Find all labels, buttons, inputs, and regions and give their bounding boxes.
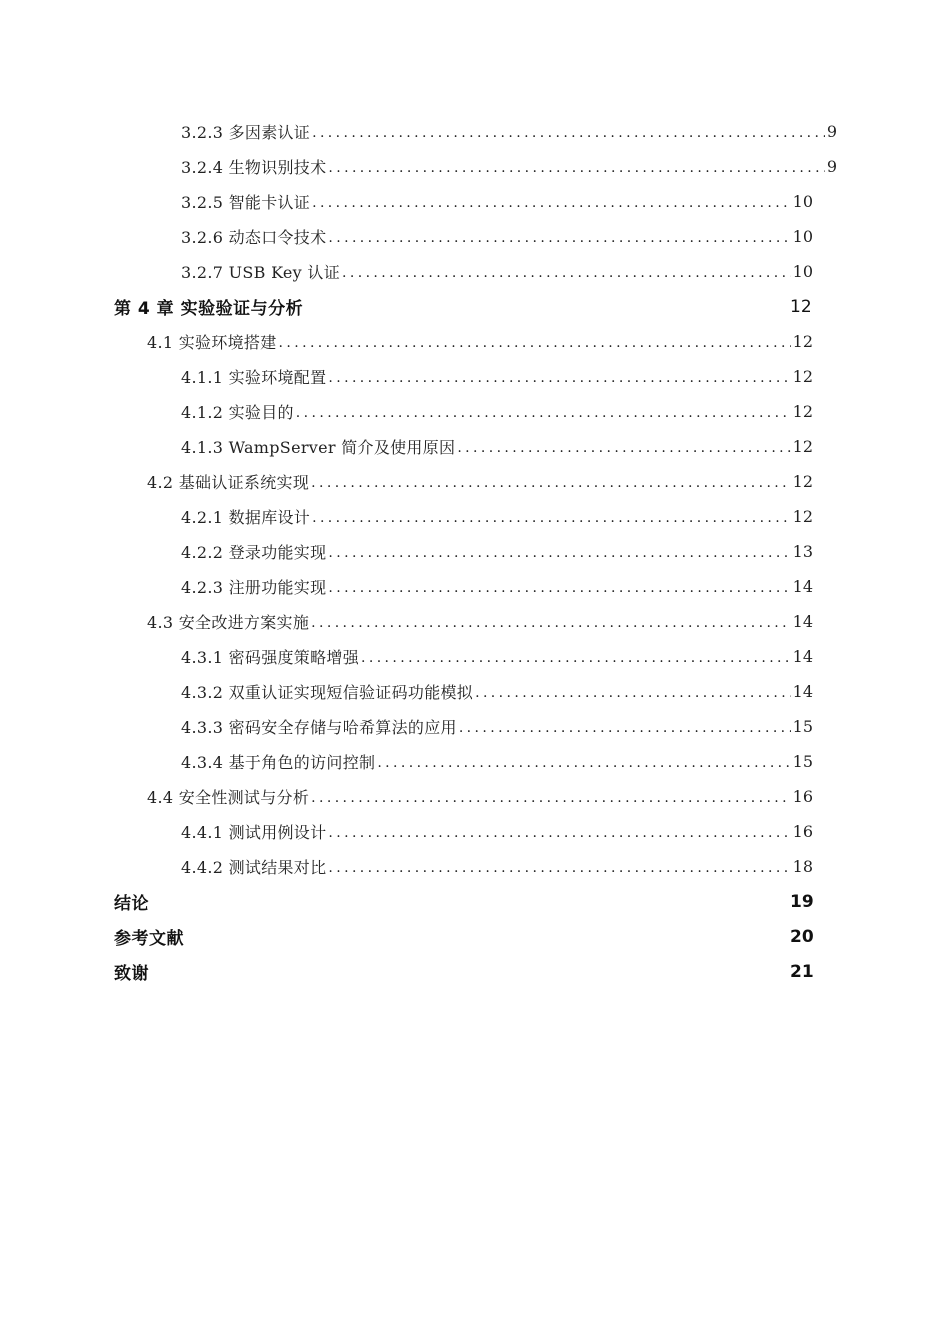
dot-leader (328, 231, 790, 245)
toc-entry-4-3-4[interactable] (0, 744, 813, 779)
toc-entry-4-1-3[interactable] (0, 429, 813, 464)
toc-entry-title: 4.3.1 密码强度策略增强 (181, 648, 359, 667)
toc-entry-title: 4.1 实验环境搭建 (147, 333, 277, 352)
dot-leader (459, 721, 791, 735)
toc-entry-title: 4.3.3 密码安全存储与哈希算法的应用 (181, 718, 457, 737)
dot-leader (328, 581, 790, 595)
toc-entry-title: 4.4.2 测试结果对比 (181, 858, 327, 877)
dot-leader (328, 161, 824, 175)
toc-page-number: 10 (792, 192, 813, 211)
table-of-contents (0, 114, 950, 989)
dot-leader (361, 651, 791, 665)
toc-entry-title: 4.2.2 登录功能实现 (181, 543, 327, 562)
toc-entry-3-2-4[interactable] (0, 149, 837, 184)
toc-entry-title: 3.2.4 生物识别技术 (181, 158, 327, 177)
toc-entry-4-4[interactable] (0, 779, 813, 814)
toc-entry-4-3-2[interactable] (0, 674, 813, 709)
dot-leader (279, 336, 791, 350)
toc-page-number: 21 (790, 961, 814, 982)
dot-leader (296, 406, 791, 420)
toc-page-number: 16 (792, 787, 813, 806)
toc-entry-4-1-2[interactable] (0, 394, 813, 429)
toc-page-number: 14 (792, 647, 813, 666)
dot-leader (377, 756, 790, 770)
toc-entry-4-2-3[interactable] (0, 569, 813, 604)
toc-entry-title: 4.1.2 实验目的 (181, 403, 294, 422)
dot-leader (311, 791, 791, 805)
toc-entry-title: 4.4 安全性测试与分析 (147, 788, 310, 807)
toc-page-number: 12 (792, 507, 813, 526)
toc-page-number: 16 (792, 822, 813, 841)
toc-entry-title: 4.3.2 双重认证实现短信验证码功能模拟 (181, 683, 474, 702)
toc-page-number: 10 (792, 227, 813, 246)
toc-acknowledgements[interactable] (0, 954, 950, 989)
toc-page-number: 12 (792, 472, 813, 491)
toc-page-number: 13 (792, 542, 813, 561)
toc-page-number: 12 (792, 367, 813, 386)
toc-entry-title: 4.3.4 基于角色的访问控制 (181, 753, 376, 772)
toc-page-number: 14 (792, 612, 813, 631)
toc-entry-4-3-1[interactable] (0, 639, 813, 674)
toc-entry-4-2[interactable] (0, 464, 813, 499)
toc-page-number: 12 (792, 402, 813, 421)
toc-entry-title: 3.2.6 动态口令技术 (181, 228, 327, 247)
toc-entry-title: 4.1.3 WampServer 简介及使用原因 (181, 438, 456, 457)
toc-chapter-title: 结论 (114, 894, 149, 914)
toc-entry-title: 4.1.1 实验环境配置 (181, 368, 327, 387)
toc-entry-title: 4.2.1 数据库设计 (181, 508, 311, 527)
toc-page-number: 14 (792, 682, 813, 701)
toc-page-number: 10 (792, 262, 813, 281)
toc-entry-3-2-5[interactable] (0, 184, 813, 219)
dot-leader (475, 686, 791, 700)
toc-entry-title: 3.2.7 USB Key 认证 (181, 263, 341, 282)
toc-entry-4-4-1[interactable] (0, 814, 813, 849)
toc-page-number: 9 (826, 157, 837, 176)
dot-leader (311, 476, 791, 490)
toc-page-number: 9 (826, 122, 837, 141)
dot-leader (328, 861, 790, 875)
toc-entry-title: 4.4.1 测试用例设计 (181, 823, 327, 842)
dot-leader (328, 371, 790, 385)
toc-entry-4-3-3[interactable] (0, 709, 813, 744)
toc-entry-title: 4.2.3 注册功能实现 (181, 578, 327, 597)
dot-leader (312, 126, 825, 140)
dot-leader (328, 546, 790, 560)
dot-leader (311, 616, 791, 630)
toc-entry-4-1-1[interactable] (0, 359, 813, 394)
toc-chapter-title: 参考文献 (114, 929, 184, 949)
toc-entry-title: 4.2 基础认证系统实现 (147, 473, 310, 492)
toc-conclusion[interactable] (0, 884, 950, 919)
toc-page-number: 12 (792, 437, 813, 456)
toc-page-number: 20 (790, 926, 814, 947)
toc-entry-title: 4.3 安全改进方案实施 (147, 613, 310, 632)
toc-page-number: 18 (792, 857, 813, 876)
toc-page-number: 12 (790, 296, 812, 317)
toc-entry-3-2-3[interactable] (0, 114, 837, 149)
toc-page-number: 15 (792, 752, 813, 771)
toc-page-number: 19 (790, 891, 814, 912)
toc-chapter-title: 第 4 章 实验验证与分析 (114, 299, 304, 319)
dot-leader (312, 511, 791, 525)
toc-page-number: 15 (792, 717, 813, 736)
toc-entry-4-2-1[interactable] (0, 499, 813, 534)
toc-entry-3-2-6[interactable] (0, 219, 813, 254)
toc-entry-4-4-2[interactable] (0, 849, 813, 884)
toc-entry-3-2-7[interactable] (0, 254, 813, 289)
toc-entry-title: 3.2.5 智能卡认证 (181, 193, 311, 212)
toc-page-number: 12 (792, 332, 813, 351)
toc-entry-4-2-2[interactable] (0, 534, 813, 569)
dot-leader (312, 196, 791, 210)
toc-references[interactable] (0, 919, 950, 954)
toc-chapter-title: 致谢 (114, 964, 149, 984)
toc-chapter-4[interactable] (0, 289, 950, 324)
toc-entry-4-1[interactable] (0, 324, 813, 359)
dot-leader (328, 826, 790, 840)
toc-page-number: 14 (792, 577, 813, 596)
dot-leader (342, 266, 791, 280)
dot-leader (457, 441, 790, 455)
toc-entry-4-3[interactable] (0, 604, 813, 639)
toc-entry-title: 3.2.3 多因素认证 (181, 123, 311, 142)
